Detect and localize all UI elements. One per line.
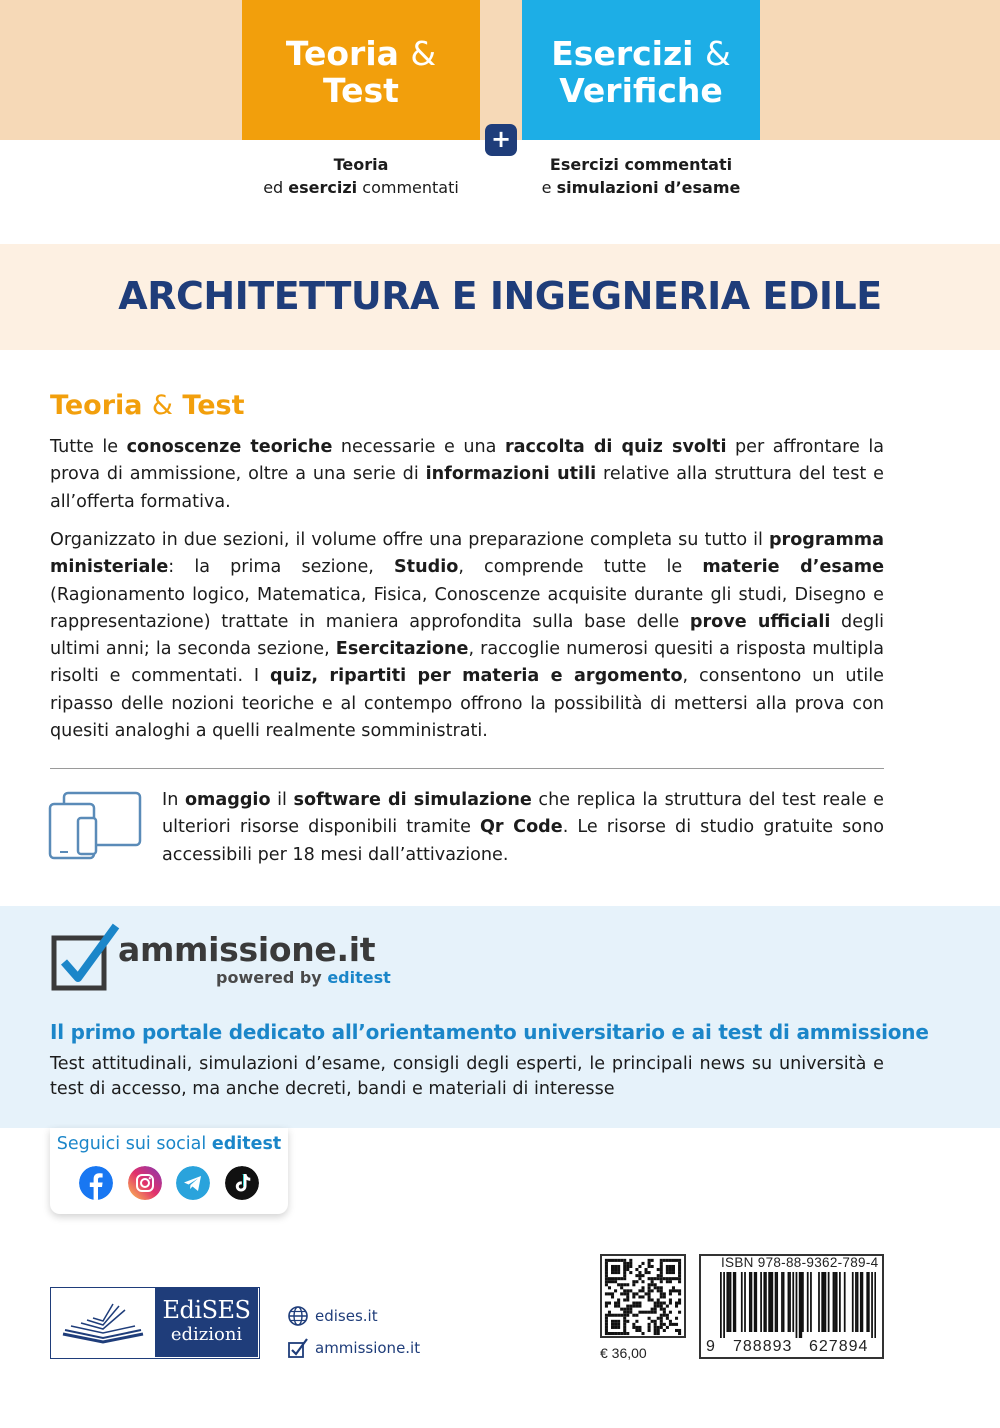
subtitle-text: e xyxy=(541,178,552,197)
esercizi-subtitle xyxy=(501,153,781,199)
subtitle-bold: simulazioni d’esame xyxy=(556,178,741,197)
heading-part: Teoria xyxy=(50,390,143,421)
badge-line2: Test xyxy=(323,71,399,110)
emphasis: Qr Code xyxy=(479,817,563,838)
publisher-name: EdiSES xyxy=(162,1296,251,1324)
text: (Ragionamento logico, Matematica, Fisica, Conoscenze acquisite durante gli studi, Disegno e rappresentazione) trattate in maniera approfondita sulla base delle xyxy=(50,584,884,632)
text: . Le risorse di studio gratuite sono accessibili per 18 mesi dall’attivazione. xyxy=(162,817,884,865)
ean-right-digits: 627894 xyxy=(809,1338,869,1355)
link-text[interactable]: edises.it xyxy=(315,1307,378,1325)
book-logo-graphic xyxy=(51,1288,155,1357)
text: il xyxy=(270,790,294,810)
badge-line2: Verifiche xyxy=(559,71,723,110)
section-heading xyxy=(50,390,244,421)
tiktok-icon[interactable] xyxy=(225,1166,259,1200)
plus-icon: + xyxy=(485,124,517,156)
globe-icon xyxy=(287,1305,309,1327)
text: relative alla struttura del test e all’offerta formativa. xyxy=(50,464,884,512)
emphasis: Studio xyxy=(394,557,459,578)
text: , raccoglie numerosi quesiti a risposta multipla risolti e commentati. I xyxy=(50,639,884,687)
description-paragraph xyxy=(50,527,884,745)
emphasis: prove ufficiali xyxy=(689,611,831,632)
ampersand: & xyxy=(410,34,437,73)
book-title: ARCHITETTURA E INGEGNERIA EDILE xyxy=(118,274,882,318)
website-link[interactable] xyxy=(287,1305,378,1327)
heading-part: Test xyxy=(182,390,245,421)
text: per affrontare la prova di ammissione, oltre a una serie di xyxy=(50,437,884,485)
emphasis: conoscenze teoriche xyxy=(126,437,333,457)
text: , comprende tutte le xyxy=(458,557,703,578)
powered-label: powered by xyxy=(216,968,322,987)
text: Organizzato in due sezioni, il volume offre una preparazione completa su tutto il xyxy=(50,530,769,550)
intro-paragraph xyxy=(50,434,884,516)
link-text[interactable]: ammissione.it xyxy=(315,1339,421,1357)
social-title xyxy=(0,1134,338,1154)
badge-line1: Teoria xyxy=(285,34,399,73)
facebook-icon[interactable] xyxy=(79,1166,113,1200)
publisher-brand xyxy=(155,1288,258,1357)
brand-name: editest xyxy=(211,1134,282,1154)
ammissione-logo-text: ammissione.it xyxy=(118,930,376,969)
text: , consentono un utile ripasso delle nozioni teoriche e al contempo offrono la possibilità di mettersi alla prova con quesiti analoghi a quelli realmente somministrati. xyxy=(50,666,884,742)
subtitle-text: commentati xyxy=(362,178,459,197)
emphasis: materie d’esame xyxy=(702,557,885,578)
edises-logo xyxy=(50,1287,260,1359)
ean-first-digit: 9 xyxy=(706,1338,716,1355)
open-book-icon xyxy=(51,1288,155,1357)
brand-name: editest xyxy=(327,968,391,987)
telegram-icon[interactable] xyxy=(176,1166,210,1200)
text: In xyxy=(162,790,185,810)
emphasis: omaggio xyxy=(184,790,271,810)
instagram-icon[interactable] xyxy=(128,1166,162,1200)
gift-paragraph xyxy=(162,787,884,869)
ammissione-text: Test attitudinali, simulazioni d’esame, consigli degli esperti, le principali news su università e test di accesso, ma anche decreti, bandi e materiali di interesse xyxy=(50,1054,884,1099)
powered-by xyxy=(216,968,391,987)
emphasis: raccolta di quiz svolti xyxy=(504,437,727,457)
ampersand: & xyxy=(151,390,173,421)
checkbox-icon xyxy=(287,1337,309,1359)
subtitle-bold: Esercizi commentati xyxy=(549,155,733,174)
price: € 36,00 xyxy=(600,1345,647,1361)
emphasis: programma ministeriale xyxy=(50,530,884,578)
qr-code xyxy=(600,1254,686,1338)
text: Tutte le xyxy=(50,437,127,457)
emphasis: informazioni utili xyxy=(425,464,597,485)
badge-line1: Esercizi xyxy=(551,34,694,73)
ammissione-link[interactable] xyxy=(287,1337,420,1359)
esercizi-verifiche-badge xyxy=(522,0,760,140)
ampersand: & xyxy=(705,34,731,73)
teoria-subtitle xyxy=(221,153,501,199)
text: : la prima sezione, xyxy=(168,557,395,578)
checkbox-check-icon xyxy=(50,922,122,994)
subtitle-bold: Teoria xyxy=(333,155,389,174)
emphasis: Esercitazione xyxy=(335,639,469,660)
publisher-sub: edizioni xyxy=(170,1324,243,1345)
isbn-label: ISBN 978-88-9362-789-4 xyxy=(721,1255,879,1270)
text: necessarie e una xyxy=(332,437,505,457)
barcode xyxy=(720,1272,876,1338)
social-label: Seguici sui social xyxy=(56,1134,207,1154)
text: che replica la struttura del test reale e ulteriori risorse disponibili tramite xyxy=(162,790,884,838)
divider xyxy=(50,768,884,769)
teoria-test-badge xyxy=(242,0,480,140)
ammissione-headline: Il primo portale dedicato all’orientamento universitario e ai test di ammissione xyxy=(50,1020,929,1044)
emphasis: quiz, ripartiti per materia e argomento xyxy=(269,666,683,687)
ean-left-digits: 788893 xyxy=(733,1338,793,1355)
devices-icon xyxy=(48,790,144,860)
header-band xyxy=(0,0,1000,140)
emphasis: software di simulazione xyxy=(293,790,532,810)
text: degli ultimi anni; la seconda sezione, xyxy=(50,611,884,660)
subtitle-bold: esercizi xyxy=(288,178,358,197)
subtitle-text: ed xyxy=(263,178,284,197)
